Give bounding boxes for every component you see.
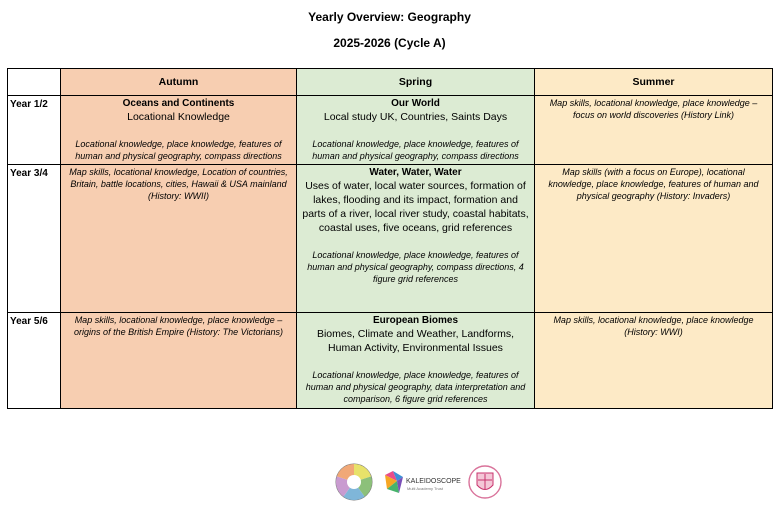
kaleidoscope-tagline: Multi Academy Trust <box>407 486 444 491</box>
header-row <box>8 69 773 96</box>
unit-notes: Locational knowledge, place knowledge, features of human and physical geography, compass directions <box>312 139 519 161</box>
unit-topics: Locational Knowledge <box>127 111 230 123</box>
table-row <box>8 313 773 409</box>
footer-logos <box>333 461 503 503</box>
page-subtitle: 2025-2026 (Cycle A) <box>333 36 446 50</box>
column-header-spring: Spring <box>297 69 535 96</box>
column-header-autumn: Autumn <box>61 69 297 96</box>
unit-topics: Uses of water, local water sources, formation of lakes, flooding and its impact, formation and parts of a river, local river study, coastal habitats, coastal uses, five oceans, grid references <box>302 180 529 234</box>
table-row <box>8 96 773 165</box>
spring-cell <box>297 96 535 165</box>
year-label: Year 3/4 <box>8 165 61 313</box>
autumn-cell <box>61 313 297 409</box>
summer-cell <box>535 313 773 409</box>
unit-notes: Map skills, locational knowledge, Location of countries, Britain, battle locations, cities, Hawaii & USA mainland (History: WWII) <box>69 167 288 201</box>
summer-cell <box>535 96 773 165</box>
unit-heading: Oceans and Continents <box>122 98 235 109</box>
unit-notes: Map skills, locational knowledge, place knowledge – focus on world discoveries (History Link) <box>549 98 758 120</box>
unit-notes: Map skills, locational knowledge, place knowledge (History: WWI) <box>553 315 754 337</box>
school-crest-logo <box>469 466 501 498</box>
corner-cell <box>8 69 61 96</box>
table-row <box>8 165 773 313</box>
unit-heading: European Biomes <box>372 315 459 326</box>
unit-notes: Map skills (with a focus on Europe), locational knowledge, place knowledge, features of human and physical geography (History: Invaders) <box>548 167 759 201</box>
kaleidoscope-logo <box>385 471 461 493</box>
unit-topics: Local study UK, Countries, Saints Days <box>323 111 508 123</box>
unit-notes: Locational knowledge, place knowledge, features of human and physical geography, compass directions <box>75 139 282 161</box>
unit-notes: Locational knowledge, place knowledge, features of human and physical geography, compass directions, 4 figure grid references <box>307 250 524 284</box>
spring-cell <box>297 313 535 409</box>
unit-heading: Our World <box>391 98 440 109</box>
year-label: Year 5/6 <box>8 313 61 409</box>
year-label: Year 1/2 <box>8 96 61 165</box>
unit-notes: Locational knowledge, place knowledge, features of human and physical geography, data interpretation and comparison, 6 figure grid references <box>305 370 526 404</box>
spring-cell <box>297 165 535 313</box>
autumn-cell <box>61 165 297 313</box>
page-title: Yearly Overview: Geography <box>308 10 471 24</box>
column-header-summer: Summer <box>535 69 773 96</box>
unit-notes: Map skills, locational knowledge, place knowledge – origins of the British Empire (History: The Victorians) <box>74 315 283 337</box>
curriculum-wheel-logo <box>336 464 372 500</box>
autumn-cell <box>61 96 297 165</box>
summer-cell <box>535 165 773 313</box>
unit-topics: Biomes, Climate and Weather, Landforms, Human Activity, Environmental Issues <box>316 328 515 354</box>
unit-heading: Water, Water, Water <box>369 167 462 178</box>
kaleidoscope-wordmark: KALEIDOSCOPE <box>406 478 461 485</box>
overview-table <box>7 68 773 409</box>
